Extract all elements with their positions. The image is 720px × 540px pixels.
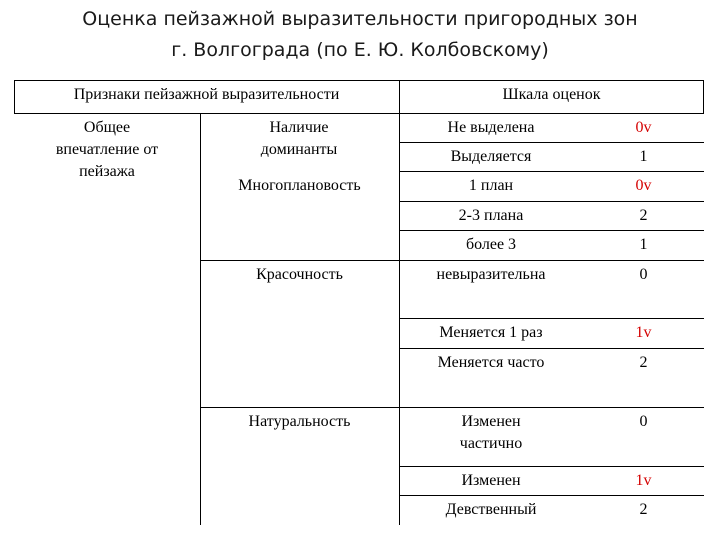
feature-multi-plan: Многоплановость bbox=[238, 177, 361, 194]
scale-score: 2 bbox=[639, 207, 648, 224]
scale-label: Девственный bbox=[445, 501, 537, 518]
scale-label: Меняется 1 раз bbox=[439, 324, 543, 341]
header-features: Признаки пейзажной выразительности bbox=[73, 86, 340, 103]
header-scale: Шкала оценок bbox=[502, 86, 601, 103]
scale-score: 1 bbox=[639, 236, 648, 253]
scale-label: невыразительна bbox=[436, 266, 546, 283]
scale-score: 1v bbox=[635, 324, 652, 341]
scale-label: Изменен bbox=[461, 472, 521, 489]
scale-label: Изменен частично bbox=[459, 413, 523, 452]
scale-score: 0v bbox=[635, 177, 652, 194]
scale-score: 0 bbox=[639, 413, 648, 430]
scale-score: 2 bbox=[639, 354, 648, 371]
scale-label: Выделяется bbox=[450, 148, 532, 165]
feature-naturalness: Натуральность bbox=[248, 413, 351, 430]
scale-score: 0 bbox=[639, 266, 648, 283]
scale-label: Не выделена bbox=[447, 119, 535, 136]
scale-label: Меняется часто bbox=[437, 354, 545, 371]
scale-score: 2 bbox=[639, 501, 648, 518]
assessment-table bbox=[14, 80, 704, 525]
title-line-2: г. Волгограда (по Е. Ю. Колбовскому) bbox=[171, 39, 549, 61]
scale-score: 0v bbox=[635, 119, 652, 136]
scale-label: более 3 bbox=[465, 236, 517, 253]
scale-score: 1v bbox=[635, 472, 652, 489]
group-overall-impression: Общее впечатление от пейзажа bbox=[55, 119, 159, 180]
feature-dominant: Наличие доминанты bbox=[260, 119, 338, 158]
slide-title bbox=[0, 4, 720, 66]
scale-label: 2-3 плана bbox=[458, 207, 524, 224]
feature-colorfulness: Красочность bbox=[256, 266, 343, 283]
scale-label: 1 план bbox=[468, 177, 514, 194]
title-line-1: Оценка пейзажной выразительности пригородных зон bbox=[82, 8, 638, 30]
scale-score: 1 bbox=[639, 148, 648, 165]
